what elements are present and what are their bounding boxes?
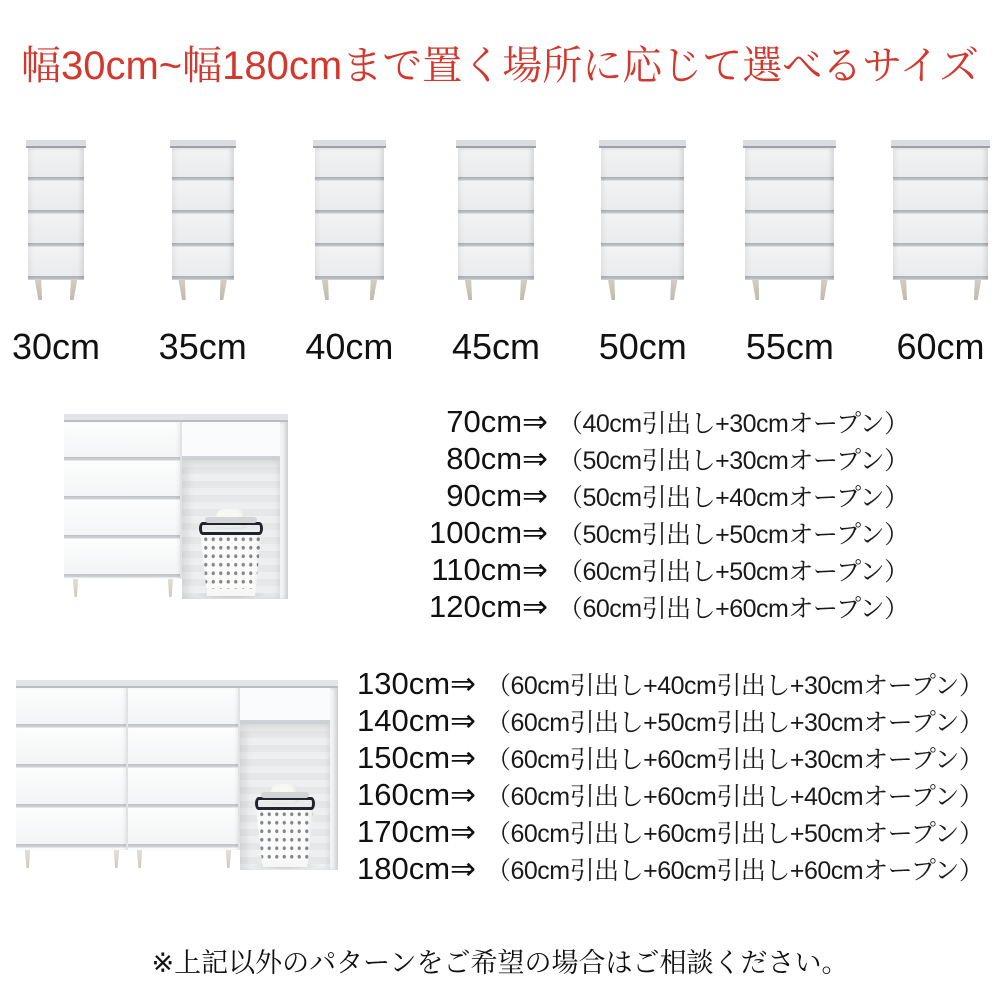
combo-row xyxy=(344,777,996,814)
combo-row xyxy=(344,703,996,740)
cabinet-image-30cm xyxy=(28,140,84,302)
combo-size: 70cm⇒ xyxy=(446,404,548,439)
combo-row xyxy=(398,441,958,478)
cabinet-image-35cm xyxy=(172,140,234,302)
size-label: 40cm xyxy=(305,326,394,367)
combo-row xyxy=(398,515,958,552)
two-unit-combo-list xyxy=(398,404,958,626)
combo-row xyxy=(344,666,996,703)
laundry-basket-image xyxy=(199,516,263,596)
cabinet-legs xyxy=(28,280,84,302)
cabinet-drawers xyxy=(64,422,182,579)
side-panel xyxy=(330,688,338,870)
cabinet-drawers xyxy=(601,148,684,280)
cabinet-front xyxy=(16,688,338,870)
combo-row xyxy=(344,814,996,851)
footnote: ※上記以外のパターンをご希望の場合はご相談ください。 xyxy=(151,948,849,978)
basket-handle xyxy=(205,517,256,523)
cabinet-drawers xyxy=(28,148,84,280)
combo-size: 150cm⇒ xyxy=(356,740,476,775)
open-section xyxy=(240,688,330,870)
cabinet-top xyxy=(456,140,536,148)
three-unit-combo-image xyxy=(16,680,338,870)
basket-handle xyxy=(261,792,309,798)
three-unit-combo-list xyxy=(344,666,996,888)
cabinet-drawers xyxy=(128,688,240,850)
combo-size: 140cm⇒ xyxy=(356,703,476,738)
cabinet-top xyxy=(64,414,288,422)
side-panel xyxy=(280,422,288,599)
combo-row xyxy=(398,552,958,589)
combo-row xyxy=(398,404,958,441)
open-section xyxy=(182,422,280,599)
combo-size: 160cm⇒ xyxy=(356,777,476,812)
combo-detail: （50cm引出し+30cmオープン） xyxy=(558,447,909,475)
cabinet-top xyxy=(599,140,686,148)
size-label: 60cm xyxy=(896,326,985,367)
drawer-chest xyxy=(64,422,182,599)
size-item-30cm xyxy=(12,140,100,368)
top-drawer xyxy=(182,422,280,460)
cabinet-top xyxy=(743,140,836,148)
cabinet-legs xyxy=(16,850,128,870)
combo-detail: （60cm引出し+50cm引出し+30cmオープン） xyxy=(486,709,984,737)
top-drawer xyxy=(240,688,330,724)
cabinet-top xyxy=(26,140,86,148)
combo-size: 170cm⇒ xyxy=(356,814,476,849)
open-alcove xyxy=(182,460,280,599)
open-alcove xyxy=(240,724,330,870)
combo-row xyxy=(398,589,958,626)
cabinet-top xyxy=(891,140,990,148)
combo-detail: （60cm引出し+40cm引出し+30cmオープン） xyxy=(486,672,984,700)
cabinet-front xyxy=(64,422,288,599)
drawer-chest xyxy=(16,688,128,870)
cabinet-top xyxy=(313,140,386,148)
cabinet-drawers xyxy=(315,148,384,280)
combo-row xyxy=(344,851,996,888)
basket-rim xyxy=(199,522,263,535)
combo-detail: （60cm引出し+60cm引出し+50cmオープン） xyxy=(486,820,984,848)
cabinet-drawers xyxy=(745,148,834,280)
combo-size: 100cm⇒ xyxy=(428,515,548,550)
page-title: 幅30cm~幅180cmまで置く場所に応じて選べるサイズ xyxy=(20,44,980,88)
size-item-40cm xyxy=(305,140,393,368)
cabinet-top xyxy=(16,680,338,688)
basket-body xyxy=(200,532,261,596)
size-item-35cm xyxy=(159,140,247,368)
two-unit-combo-image xyxy=(64,414,288,599)
size-item-55cm xyxy=(745,140,834,368)
combo-size: 180cm⇒ xyxy=(356,851,476,886)
combo-detail: （60cm引出し+60cm引出し+30cmオープン） xyxy=(486,746,984,774)
basket-body xyxy=(256,807,314,867)
cabinet-legs xyxy=(893,280,988,302)
combo-detail: （60cm引出し+50cmオープン） xyxy=(558,558,909,586)
combo-size: 110cm⇒ xyxy=(431,552,548,587)
cabinet-legs xyxy=(64,579,182,599)
cabinet-legs xyxy=(601,280,684,302)
combo-row xyxy=(398,478,958,515)
combo-detail: （60cm引出し+60cm引出し+40cmオープン） xyxy=(486,783,984,811)
cabinet-image-50cm xyxy=(601,140,684,302)
combo-detail: （50cm引出し+40cmオープン） xyxy=(558,484,909,512)
size-item-45cm xyxy=(452,140,540,368)
combo-size: 90cm⇒ xyxy=(446,478,548,513)
laundry-basket-image xyxy=(255,791,315,867)
cabinet-drawers xyxy=(16,688,128,850)
cabinet-legs xyxy=(172,280,234,302)
size-label: 45cm xyxy=(452,326,541,367)
combo-size: 120cm⇒ xyxy=(428,589,548,624)
size-label: 35cm xyxy=(158,326,247,367)
drawer-chest xyxy=(128,688,240,870)
combo-size: 80cm⇒ xyxy=(446,441,548,476)
cabinet-image-40cm xyxy=(315,140,384,302)
single-size-row xyxy=(12,140,988,368)
combo-size: 130cm⇒ xyxy=(356,666,476,701)
combo-detail: （60cm引出し+60cm引出し+60cmオープン） xyxy=(486,857,984,885)
cabinet-image-55cm xyxy=(745,140,834,302)
cabinet-legs xyxy=(128,850,240,870)
cabinet-drawers xyxy=(458,148,534,280)
cabinet-legs xyxy=(458,280,534,302)
size-label: 30cm xyxy=(12,326,101,367)
combo-detail: （60cm引出し+60cmオープン） xyxy=(558,595,909,623)
basket-rim xyxy=(255,797,315,810)
cabinet-drawers xyxy=(172,148,234,280)
cabinet-legs xyxy=(315,280,384,302)
cabinet-image-45cm xyxy=(458,140,534,302)
size-label: 55cm xyxy=(745,326,834,367)
combo-detail: （40cm引出し+30cmオープン） xyxy=(558,410,909,438)
size-item-60cm xyxy=(893,140,988,368)
size-item-50cm xyxy=(599,140,687,368)
cabinet-image-60cm xyxy=(893,140,988,302)
cabinet-drawers xyxy=(893,148,988,280)
cabinet-legs xyxy=(745,280,834,302)
combo-detail: （50cm引出し+50cmオープン） xyxy=(558,521,909,549)
combo-row xyxy=(344,740,996,777)
cabinet-top xyxy=(170,140,236,148)
size-label: 50cm xyxy=(598,326,687,367)
